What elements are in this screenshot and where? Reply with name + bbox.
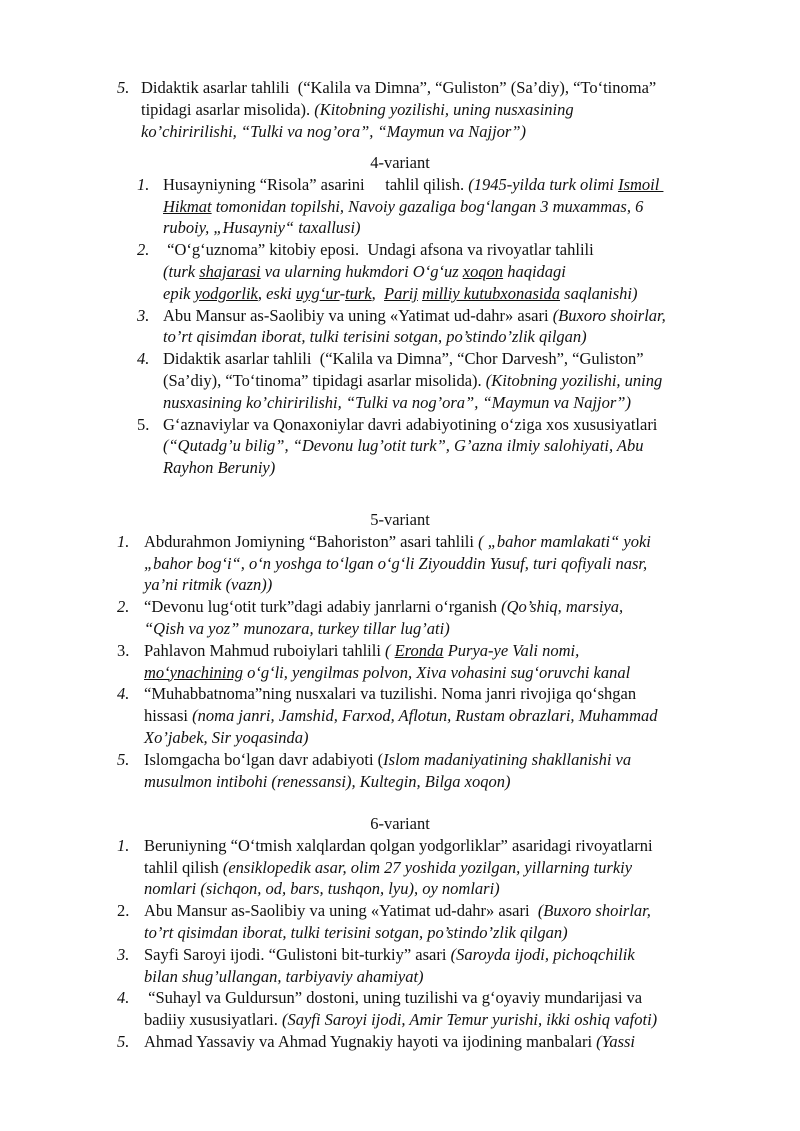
item-text-line xyxy=(163,435,643,457)
text-run: hissasi xyxy=(144,706,193,726)
item-number: 5. xyxy=(117,78,130,97)
text-run: tomonidan topilshi, Navoiy gazaliga bog‘langan 3 muxammas, 6 xyxy=(211,196,644,216)
section-heading: 4-variant xyxy=(370,153,430,172)
text-run: Didaktik asarlar tahlili (“Kalila va Dimna”, “Chor Darvesh”, “Guliston” xyxy=(163,349,644,369)
text-run: tahlil qilish xyxy=(144,857,223,877)
item-number: 5. xyxy=(137,414,150,434)
item-text-line xyxy=(144,596,623,618)
item-text-line xyxy=(144,922,568,944)
item-text-line xyxy=(163,174,663,196)
text-run: “Qish va yoz” munozara, turkey tillar lug’ati) xyxy=(144,618,450,638)
text-run: (ensiklopedik asar, olim 27 yoshida yozilgan, yillarning turkiy xyxy=(222,857,633,877)
text-run: yodgorlik xyxy=(194,283,258,303)
item-number: 3. xyxy=(137,305,150,325)
text-run: (Qo’shiq, marsiya, xyxy=(501,597,624,617)
item-text-line xyxy=(163,326,587,348)
item-number: 4. xyxy=(117,988,130,1008)
text-run: Abu Mansur as-Saolibiy va uning «Yatimat ud-dahr» asari xyxy=(144,901,538,921)
item-text-line xyxy=(144,531,651,553)
text-run: Ismoil xyxy=(618,174,664,194)
text-run: Sayfi Saroyi ijodi. “Gulistoni bit-turkiy” asari xyxy=(144,944,451,964)
text-run: (Sa’diy), “To‘tinoma” tipidagi asarlar misolida). xyxy=(163,370,486,390)
text-run: musulmon intibohi (renessansi), Kultegin, Bilga xoqon) xyxy=(144,771,511,791)
item-text-line xyxy=(144,835,653,857)
item-text-line xyxy=(163,348,644,370)
text-run: va ularning hukmdori O‘g‘uz xyxy=(260,261,463,281)
item-text-line xyxy=(141,121,526,143)
item-text-line xyxy=(144,705,658,727)
text-run: xoqon xyxy=(462,261,504,281)
text-run: Beruniyning “O‘tmish xalqlardan qolgan yodgorliklar” asaridagi rivoyatlarni xyxy=(144,835,653,855)
item-number: 5. xyxy=(117,749,130,769)
text-run: epik xyxy=(163,283,195,303)
item-number: 5. xyxy=(117,1031,130,1051)
text-run: “Suhayl va Guldursun” dostoni, uning tuzilishi va g‘oyaviy mundarijasi va xyxy=(144,988,643,1008)
item-text-line xyxy=(144,727,309,749)
text-run: (turk xyxy=(163,261,200,281)
text-run: Purya-ye Vali nomi, xyxy=(443,640,580,660)
text-run: shajarasi xyxy=(199,261,261,281)
text-run: “O‘g‘uznoma” kitobiy eposi. Undagi afsona va rivoyatlar tahlili xyxy=(163,240,594,260)
text-run: milliy kutubxonasida xyxy=(422,283,561,303)
item-text-line xyxy=(141,99,574,121)
text-run: ko’chiririlishi, “Tulki va nog’ora”, “Maymun va Najjor”) xyxy=(141,121,527,141)
text-run: to’rt qisimdan iborat, tulki terisini sotgan, po’stindo’zlik qilgan) xyxy=(163,327,587,347)
item-text-line xyxy=(144,771,511,793)
text-run: Hikmat xyxy=(163,196,212,216)
item-text-line xyxy=(144,944,635,966)
item-number: 3. xyxy=(117,640,130,660)
text-run: Parij xyxy=(384,283,418,303)
item-text-line xyxy=(144,857,632,879)
text-run: Islom madaniyatining shakllanishi va xyxy=(383,749,632,769)
item-text-line xyxy=(163,414,657,436)
text-run: nomlari (sichqon, od, bars, tushqon, lyu), oy nomlari) xyxy=(144,879,500,899)
item-text-line xyxy=(144,900,651,922)
section-heading: 6-variant xyxy=(370,814,430,833)
item-number: 2. xyxy=(117,597,130,617)
text-run: badiiy xususiyatlari. xyxy=(144,1010,282,1030)
item-text-line xyxy=(163,239,594,261)
item-number: 4. xyxy=(117,684,130,704)
text-run: Abdurahmon Jomiyning “Bahoriston” asari tahlili xyxy=(144,531,479,551)
text-run: Xo’jabek, Sir yoqasinda) xyxy=(144,727,309,747)
text-run: Ahmad Yassaviy va Ahmad Yugnakiy hayoti va ijodining manbalari xyxy=(144,1031,597,1051)
text-run: (1945-yilda turk olimi xyxy=(468,174,619,194)
item-text-line xyxy=(144,749,631,771)
text-run: ( xyxy=(385,640,395,660)
text-run: nusxasining ko’chiririlishi, “Tulki va nog’ora”, “Maymun va Najjor”) xyxy=(163,392,631,412)
item-number: 4. xyxy=(137,349,150,369)
text-run: Pahlavon Mahmud ruboiylari tahlili xyxy=(144,640,386,660)
text-run: o‘g‘li, yengilmas polvon, Xiva vohasini sug‘oruvchi kanal xyxy=(242,662,631,682)
item-text-line xyxy=(144,1031,635,1053)
text-run: „bahor bog‘i“, o‘n yoshga to‘lgan o‘g‘li Ziyouddin Yusuf, turi qofiyali nasr, xyxy=(144,553,648,573)
item-text-line xyxy=(163,261,566,283)
section-heading: 5-variant xyxy=(370,510,430,529)
item-number: 2. xyxy=(137,240,150,260)
text-run: uyg‘ur xyxy=(295,283,340,303)
text-run: Rayhon Beruniy) xyxy=(163,458,276,478)
item-number: 3. xyxy=(117,944,130,964)
text-run: “Muhabbatnoma”ning nusxalari va tuzilishi. Noma janri rivojiga qo‘shgan xyxy=(144,684,637,704)
text-run: mo‘ynachining xyxy=(144,662,243,682)
text-run: ruboiy, „Husayniy“ taxallusi) xyxy=(163,218,361,238)
text-run: (Buxoro shoirlar, xyxy=(552,305,666,325)
item-text-line xyxy=(141,77,656,99)
text-run: to’rt qisimdan iborat, tulki terisini sotgan, po’stindo’zlik qilgan) xyxy=(144,922,568,942)
text-run: haqidagi xyxy=(503,261,566,281)
text-run: (Saroyda ijodi, pichoqchilik xyxy=(450,944,635,964)
item-text-line xyxy=(144,987,642,1009)
item-number: 1. xyxy=(117,835,130,855)
text-run: Abu Mansur as-Saolibiy va uning «Yatimat ud-dahr» asari xyxy=(163,305,553,325)
item-number: 2. xyxy=(117,901,130,921)
item-text-line xyxy=(144,878,500,900)
item-text-line xyxy=(163,392,631,414)
text-run: Islomgacha bo‘lgan davr adabiyoti ( xyxy=(144,749,384,769)
item-text-line xyxy=(163,283,638,305)
text-run: , eski xyxy=(257,283,296,303)
text-run: (noma janri, Jamshid, Farxod, Aflotun, Rustam obrazlari, Muhammad xyxy=(192,706,658,726)
item-text-line xyxy=(144,618,450,640)
item-text-line xyxy=(163,457,275,479)
item-text-line xyxy=(144,553,647,575)
item-text-line xyxy=(163,370,662,392)
item-text-line xyxy=(144,1009,657,1031)
item-number: 1. xyxy=(137,174,150,194)
text-run: “Devonu lug‘otit turk”dagi adabiy janrlarni o‘rganish xyxy=(144,597,502,617)
item-text-line xyxy=(163,305,666,327)
text-run: tipidagi asarlar misolida). xyxy=(141,99,315,119)
text-run: Husayniyning “Risola” asarini tahlil qilish. xyxy=(163,174,469,194)
text-run: (Sayfi Saroyi ijodi, Amir Temur yurishi, ikki oshiq vafoti) xyxy=(281,1010,658,1030)
text-run: (“Qutadg’u bilig”, “Devonu lug’otit turk”, G’azna ilmiy salohiyati, Abu xyxy=(163,436,644,456)
item-text-line xyxy=(144,574,272,596)
item-text-line xyxy=(163,196,643,218)
text-run: bilan shug’ullangan, tarbiyaviy ahamiyat) xyxy=(144,966,424,986)
item-text-line xyxy=(144,683,636,705)
text-run: Eronda xyxy=(394,640,444,660)
text-run: G‘aznaviylar va Qonaxoniylar davri adabiyotining o‘ziga xos xususiyatlari xyxy=(163,414,658,434)
text-run: ( „bahor mamlakati“ yoki xyxy=(478,531,651,551)
text-run: (Kitobning yozilishi, uning nusxasining xyxy=(314,99,574,119)
item-text-line xyxy=(144,662,630,684)
text-run: (Kitobning yozilishi, uning xyxy=(485,370,663,390)
item-text-line xyxy=(144,640,579,662)
text-run: (Yassi xyxy=(596,1031,636,1051)
text-run: turk xyxy=(345,283,372,303)
text-run: (Buxoro shoirlar, xyxy=(537,901,651,921)
text-run: - xyxy=(339,283,346,303)
item-text-line xyxy=(163,217,361,239)
text-run: saqlanishi) xyxy=(560,283,638,303)
item-text-line xyxy=(144,966,424,988)
text-run: , xyxy=(371,283,385,303)
text-run: ya’ni ritmik (vazn)) xyxy=(144,575,273,595)
text-run: Didaktik asarlar tahlili (“Kalila va Dimna”, “Guliston” (Sa’diy), “To‘tinoma” xyxy=(141,78,657,97)
item-number: 1. xyxy=(117,531,130,551)
